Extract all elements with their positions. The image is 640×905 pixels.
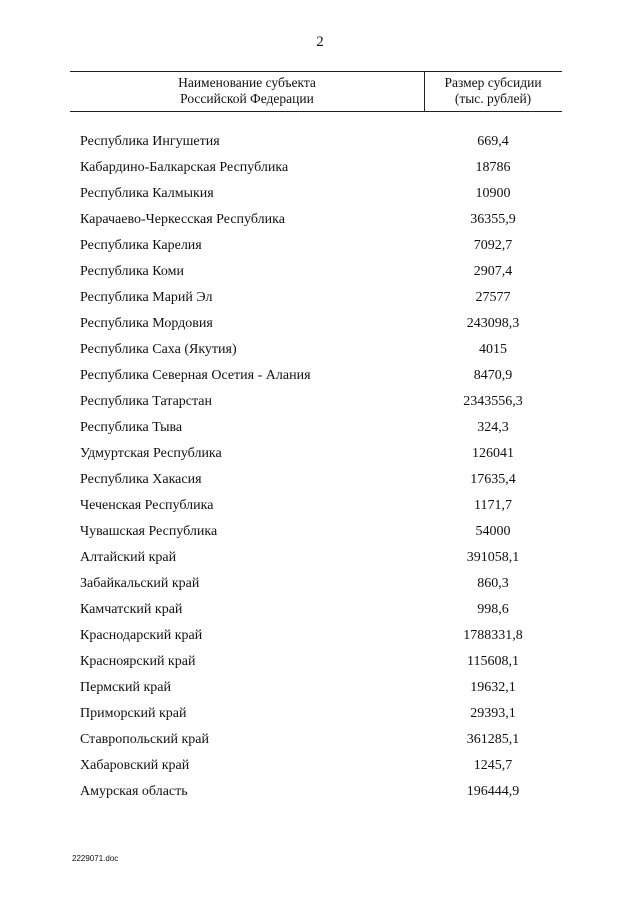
subsidy-amount: 54000 xyxy=(475,524,511,539)
table-row xyxy=(0,445,640,471)
subsidy-amount: 391058,1 xyxy=(466,550,520,565)
column-header-region-name: Наименование субъекта Российской Федерации xyxy=(178,75,316,106)
subsidy-table-body xyxy=(0,133,640,809)
region-name: Ставропольский край xyxy=(80,732,209,747)
subsidy-amount: 7092,7 xyxy=(473,238,513,253)
region-name: Чувашская Республика xyxy=(80,524,218,539)
region-name: Республика Хакасия xyxy=(80,472,202,487)
subsidy-amount: 998,6 xyxy=(477,602,509,617)
table-row xyxy=(0,679,640,705)
subsidy-amount: 18786 xyxy=(475,160,511,175)
subsidy-amount: 1788331,8 xyxy=(463,628,523,643)
table-row xyxy=(0,731,640,757)
table-row xyxy=(0,497,640,523)
region-name: Республика Марий Эл xyxy=(80,290,213,305)
region-name: Приморский край xyxy=(80,706,187,721)
table-row xyxy=(0,315,640,341)
region-name: Республика Татарстан xyxy=(80,394,213,409)
region-name: Республика Тыва xyxy=(80,420,183,435)
subsidy-amount: 860,3 xyxy=(477,576,509,591)
table-row xyxy=(0,705,640,731)
region-name: Хабаровский край xyxy=(80,758,190,773)
table-row xyxy=(0,263,640,289)
document-file-name: 2229071.doc xyxy=(72,854,119,863)
table-row xyxy=(0,341,640,367)
table-row xyxy=(0,159,640,185)
table-row xyxy=(0,237,640,263)
region-name: Краснодарский край xyxy=(80,628,203,643)
table-row xyxy=(0,523,640,549)
table-row xyxy=(0,575,640,601)
subsidy-amount: 8470,9 xyxy=(473,368,513,383)
region-name: Кабардино-Балкарская Республика xyxy=(80,160,289,175)
page-number: 2 xyxy=(316,34,324,50)
subsidy-amount: 2343556,3 xyxy=(463,394,523,409)
region-name: Алтайский край xyxy=(80,550,177,565)
table-row xyxy=(0,549,640,575)
subsidy-amount: 10900 xyxy=(475,186,511,201)
table-row xyxy=(0,783,640,809)
region-name: Камчатский край xyxy=(80,602,183,617)
table-row xyxy=(0,289,640,315)
table-row xyxy=(0,367,640,393)
region-name: Забайкальский край xyxy=(80,576,200,591)
subsidy-amount: 2907,4 xyxy=(473,264,513,279)
subsidy-amount: 36355,9 xyxy=(470,212,516,227)
region-name: Красноярский край xyxy=(80,654,196,669)
region-name: Республика Саха (Якутия) xyxy=(80,342,237,357)
region-name: Республика Мордовия xyxy=(80,316,213,331)
subsidy-amount: 29393,1 xyxy=(470,706,516,721)
subsidy-amount: 669,4 xyxy=(477,134,509,149)
region-name: Чеченская Республика xyxy=(80,498,214,513)
table-header-bottom-rule xyxy=(70,111,562,112)
region-name: Амурская область xyxy=(80,784,188,799)
table-row xyxy=(0,601,640,627)
subsidy-amount: 115608,1 xyxy=(467,654,519,669)
table-header-top-rule xyxy=(70,71,562,72)
region-name: Пермский край xyxy=(80,680,171,695)
region-name: Республика Карелия xyxy=(80,238,202,253)
table-row xyxy=(0,211,640,237)
subsidy-amount: 196444,9 xyxy=(466,784,520,799)
region-name: Удмуртская Республика xyxy=(80,446,222,461)
region-name: Республика Коми xyxy=(80,264,184,279)
table-row xyxy=(0,393,640,419)
table-row xyxy=(0,757,640,783)
region-name: Республика Калмыкия xyxy=(80,186,214,201)
subsidy-amount: 1245,7 xyxy=(473,758,513,773)
subsidy-amount: 1171,7 xyxy=(474,498,512,513)
region-name: Карачаево-Черкесская Республика xyxy=(80,212,285,227)
subsidy-amount: 361285,1 xyxy=(466,732,520,747)
table-row xyxy=(0,653,640,679)
table-row xyxy=(0,419,640,445)
subsidy-amount: 19632,1 xyxy=(470,680,516,695)
table-row xyxy=(0,185,640,211)
table-row xyxy=(0,471,640,497)
subsidy-amount: 243098,3 xyxy=(466,316,520,331)
subsidy-amount: 27577 xyxy=(475,290,511,305)
region-name: Республика Северная Осетия - Алания xyxy=(80,368,311,383)
table-row xyxy=(0,627,640,653)
subsidy-amount: 324,3 xyxy=(477,420,509,435)
subsidy-amount: 4015 xyxy=(479,342,507,357)
region-name: Республика Ингушетия xyxy=(80,134,220,149)
column-header-subsidy-amount: Размер субсидии (тыс. рублей) xyxy=(444,75,542,106)
subsidy-amount: 17635,4 xyxy=(470,472,516,487)
subsidy-amount: 126041 xyxy=(472,446,514,461)
table-row xyxy=(0,133,640,159)
